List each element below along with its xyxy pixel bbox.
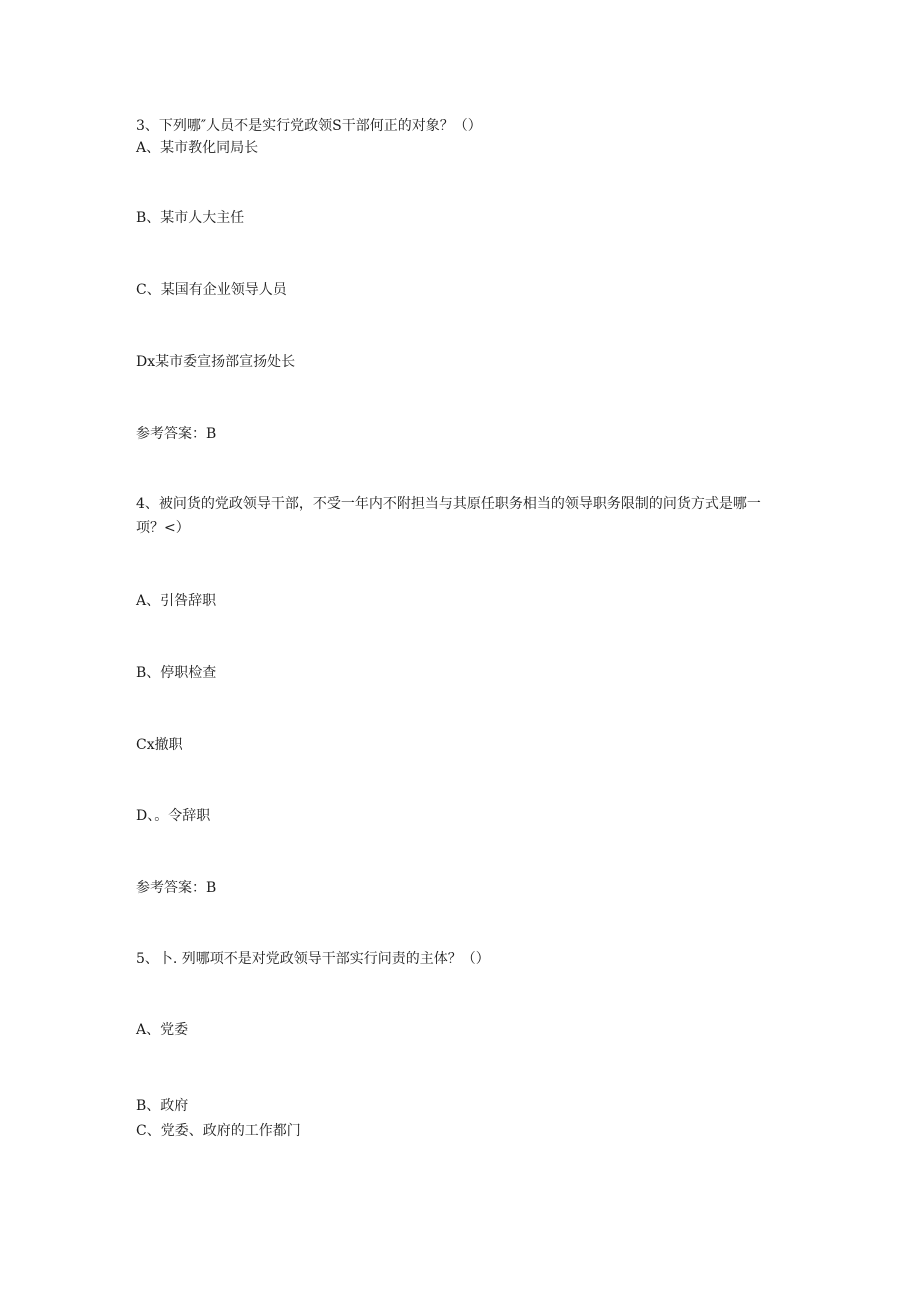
option-c-q4: Cx撤职	[136, 737, 183, 753]
option-c-q5: C、党委、政府的工作都门	[136, 1123, 301, 1139]
option-d-q4: D、。令辞职	[136, 808, 211, 824]
option-a-q5: A、党委	[136, 1022, 189, 1038]
option-c-q3: C、某国有企业领导人员	[136, 282, 287, 298]
question-4: 4、被问货的党政领导干部，不受一年内不附担当与其原任职务相当的领导职务限制的问货方式是哪一项？<）	[136, 496, 761, 536]
option-d-q3: Dx某市委宣扬部宣扬处长	[136, 354, 296, 370]
answer-q3: 参考答案：B	[136, 426, 217, 442]
question-3: 3、下列哪″人员不是实行党政领S干部何正的对象？（）	[136, 118, 482, 134]
option-b-q3: B、某市人大主任	[136, 210, 245, 226]
option-a-q4: A、引咎辞职	[136, 593, 217, 609]
question-5: 5、卜. 列哪项不是对党政领导干部实行问责的主体？（）	[136, 951, 490, 967]
answer-q4: 参考答案：B	[136, 880, 217, 896]
option-b-q5: B、政府	[136, 1098, 189, 1114]
option-b-q4: B、停职检查	[136, 665, 217, 681]
option-a-q3: A、某市教化同局长	[136, 140, 259, 156]
